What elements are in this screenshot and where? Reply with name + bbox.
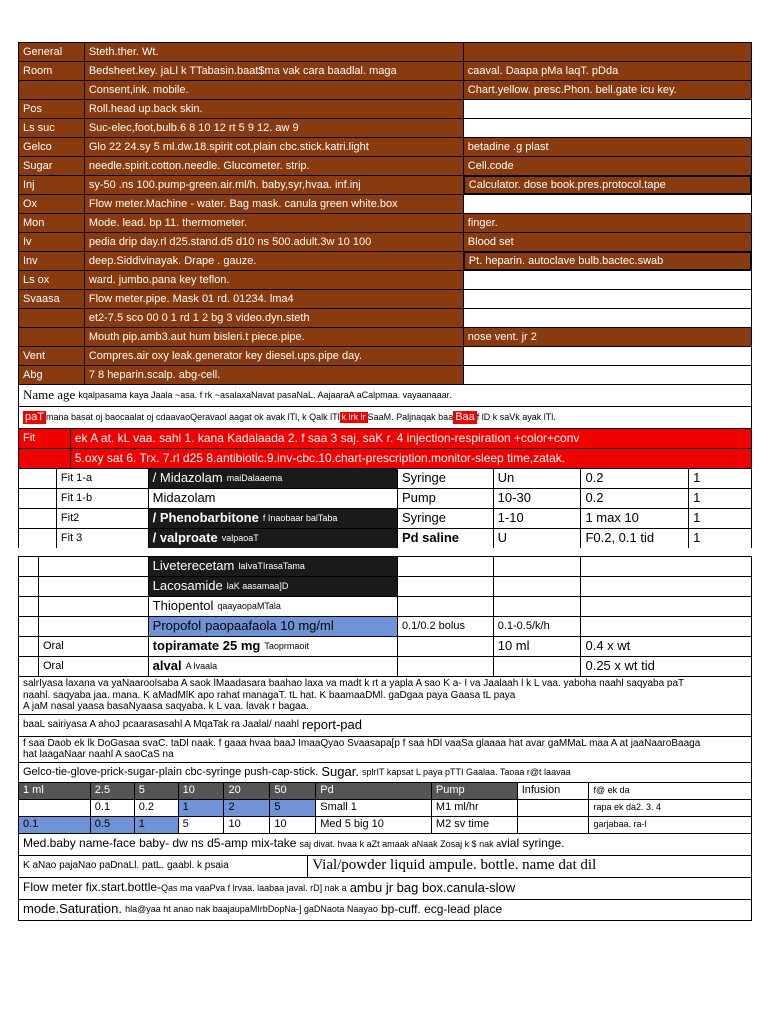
drug2-amount bbox=[581, 617, 751, 636]
checklist-row bbox=[18, 156, 752, 175]
dose-cell: 50 bbox=[270, 783, 316, 799]
pat-text-3: f lD k saVk ayak lTl. bbox=[476, 412, 556, 423]
checklist-items: ward. jumbo.pana key teflon. bbox=[85, 271, 464, 289]
dose-cell: 0.1 bbox=[19, 817, 91, 833]
drug-name: / Midazolam bbox=[152, 470, 223, 486]
para1-line-2: naahl. saqyaba jaa. mana. K aMadMlK apo rahat managaT. tL hat. K baamaaDMl. gaDgaa paya Gaasa tL paya bbox=[23, 689, 516, 701]
baby-text: Med.baby name-face baby- dw ns d5-amp mix-take bbox=[23, 836, 297, 851]
dose-cell: 5 bbox=[270, 800, 316, 816]
checklist-extra: finger. bbox=[464, 214, 751, 232]
mode-small: hla@yaa ht anao nak baajaupaMIrbDopNa-] gaDNaota Naayao bbox=[125, 904, 378, 915]
dose-cell: 10 bbox=[179, 783, 225, 799]
dose-cell: 0.5 bbox=[91, 817, 135, 833]
drug-name-cell bbox=[149, 489, 398, 508]
drug2-note: laIvaTIrasaTama bbox=[238, 561, 305, 572]
checklist-extra: Pt. heparin. autoclave bulb.bactec.swab bbox=[464, 252, 751, 270]
dose-cell: 2 bbox=[224, 800, 270, 816]
report-row bbox=[18, 714, 752, 736]
dose-cell: 10 bbox=[224, 817, 270, 833]
drug2-id bbox=[39, 597, 149, 616]
checklist-row bbox=[18, 118, 752, 137]
checklist-row bbox=[18, 194, 752, 213]
baby-small: saj divat. hvaa k aZt amaak aNaak Zosaj k $ nak a bbox=[299, 838, 502, 849]
drug-count: 1 bbox=[693, 510, 701, 526]
checklist-category: Sugar bbox=[19, 157, 85, 175]
drug-row bbox=[18, 468, 752, 488]
checklist-category: Iv bbox=[19, 233, 85, 251]
checklist-row bbox=[18, 232, 752, 251]
drug2-id bbox=[39, 577, 149, 596]
pat-text-1: mana basat oj baocaalat oj cdaavaoQeravaol aagat ok avak lTl, k Qalk lTl bbox=[45, 412, 340, 423]
dose-cell: rapa ek da2. 3. 4 bbox=[593, 802, 662, 813]
drug2-row bbox=[18, 556, 752, 576]
drug-amount: 0.2 bbox=[581, 469, 689, 488]
gelco-tail: splrIT kapsat L paya pTTI Gaalaa. Taoaa r@t laavaa bbox=[362, 766, 571, 777]
para1-line-1: salrIyasa laxana va yaNaaroolsaba A saok lMaadasara baahao laxa va madt k rt a yapla A sao K a- I va Jaalaah l k L vaa. yaboha naahl saqyaba paT bbox=[23, 678, 685, 689]
drug2-blank bbox=[19, 657, 39, 676]
drug2-dose bbox=[494, 577, 582, 596]
checklist-items: Bedsheet.key. jaLl k TTabasin.baat$ma vak cara baadlal. maga bbox=[85, 62, 464, 80]
checklist-extra: Calculator. dose book.pres.protocol.tape bbox=[464, 176, 751, 194]
checklist-category bbox=[19, 81, 85, 99]
dose-cell: Small 1 bbox=[316, 800, 432, 816]
pat-red-3: Baa bbox=[455, 411, 475, 424]
dose-cell: 10 bbox=[270, 817, 316, 833]
checklist-extra: caaval. Daapa pMa laqT. pDda bbox=[464, 62, 751, 80]
checklist-category: Inv bbox=[19, 252, 85, 270]
drug-row bbox=[18, 528, 752, 548]
checklist-extra bbox=[464, 271, 751, 289]
checklist-extra bbox=[464, 366, 751, 384]
drug2-dose bbox=[494, 557, 582, 576]
checklist-items: Mode. lead. bp 11. thermometer. bbox=[85, 214, 464, 232]
drug-id: Fit2 bbox=[57, 509, 149, 528]
drug2-blank bbox=[19, 617, 39, 636]
checklist-extra bbox=[464, 43, 751, 61]
drug2-amount: 0.25 x wt tid bbox=[585, 658, 655, 674]
checklist-extra bbox=[464, 309, 751, 327]
checklist-extra: Chart.yellow. presc.Phon. bell.gate icu key. bbox=[464, 81, 751, 99]
pat-line-row bbox=[18, 406, 752, 428]
drug2-name: Propofol bbox=[152, 618, 202, 634]
fit-row-1 bbox=[18, 428, 752, 448]
drug-note: f Inaobaar balTaba bbox=[262, 513, 338, 524]
checklist-row bbox=[18, 42, 752, 61]
drug2-name: topiramate 25 mg bbox=[152, 638, 261, 654]
mode-text: mode.Saturation. bbox=[23, 901, 123, 917]
checklist-row bbox=[18, 61, 752, 80]
report-text: baaL sairiyasa A ahoJ pcaarasasahl A MqaTak ra Jaalal/ naahl bbox=[23, 719, 299, 731]
para2-line-1: f saa Daob ek lk DoGasaa svaC. taDl naak. f gaaa hvaa baaJ ImaaQyao Svaasapa[p f saa hDl vaaSa glaaaa hat avar gaMMaL maa A at jaaNaaroBaaga bbox=[23, 737, 701, 749]
procedure-checklist-sheet bbox=[18, 42, 752, 921]
checklist-row bbox=[18, 137, 752, 156]
dose-cell: Infusion bbox=[518, 783, 590, 799]
drug2-route bbox=[398, 557, 494, 576]
mode-tail: bp-cuff. ecg-lead place bbox=[380, 901, 503, 916]
drug2-blank bbox=[19, 637, 39, 656]
vial-tail: Vial/powder liquid ampule. bottle. name dat dil bbox=[312, 857, 597, 874]
drug-amount: 0.2 bbox=[581, 489, 689, 508]
checklist-row bbox=[18, 365, 752, 384]
drug2-name: Thiopentol bbox=[152, 598, 214, 614]
checklist-items: deep.Siddivinayak. Drape . gauze. bbox=[85, 252, 464, 270]
drug-row bbox=[18, 488, 752, 508]
fit-label: Fit bbox=[19, 429, 71, 448]
dose-cell: f@ ek da bbox=[593, 785, 630, 796]
drug2-blank bbox=[19, 557, 39, 576]
checklist-extra bbox=[464, 290, 751, 308]
baby-row bbox=[18, 833, 752, 855]
drug2-dose bbox=[494, 657, 582, 676]
paragraph-2 bbox=[18, 736, 752, 762]
drug2-dose bbox=[494, 597, 582, 616]
drug2-amount: 0.4 x wt bbox=[585, 638, 631, 654]
dose-table bbox=[18, 782, 752, 833]
pat-text-2: SaaM. Paljnaqak baa bbox=[367, 412, 454, 423]
checklist-items: Flow meter.Machine - water. Bag mask. canula green white.box bbox=[85, 195, 464, 213]
drug-name-cell bbox=[149, 509, 398, 528]
checklist-items: Glo 22 24.sy 5 ml.dw.18.spirit cot.plain cbc.stick.katri.light bbox=[85, 138, 464, 156]
drug2-name: Liveterecetam bbox=[152, 558, 235, 574]
seizure-drug-table bbox=[18, 468, 752, 548]
drug2-amount bbox=[581, 577, 751, 596]
flow-row bbox=[18, 877, 752, 899]
drug-row bbox=[18, 508, 752, 528]
drug-id: Fit 1-b bbox=[57, 489, 149, 508]
drug2-id: Oral bbox=[39, 657, 149, 676]
flow-text: Flow meter fix.start.bottle- bbox=[23, 880, 162, 895]
flow-tail: ambu jr bag box.canula-slow bbox=[349, 879, 516, 895]
drug2-name-cell bbox=[149, 597, 398, 616]
checklist-row bbox=[18, 346, 752, 365]
checklist-extra bbox=[464, 100, 751, 118]
drug2-id bbox=[39, 617, 149, 636]
drug2-row bbox=[18, 616, 752, 636]
drug-route: Syringe bbox=[398, 509, 494, 528]
checklist-items: 7 8 heparin.scalp. abg-cell. bbox=[85, 366, 464, 384]
drug2-amount bbox=[581, 597, 751, 616]
drug-dose: 10-30 bbox=[494, 489, 582, 508]
drug2-note: A lvaala bbox=[185, 661, 218, 672]
drug2-name: Lacosamide bbox=[152, 578, 223, 594]
drug-dose: U bbox=[494, 529, 582, 548]
para2-line-2: hat laagaNaar naahl A saoCaS na bbox=[23, 749, 174, 760]
drug-route: Pd saline bbox=[398, 529, 494, 548]
drug2-name-cell bbox=[149, 637, 398, 656]
checklist-row bbox=[18, 270, 752, 289]
checklist-category: Abg bbox=[19, 366, 85, 384]
drug-count: 1 bbox=[693, 530, 701, 546]
equipment-checklist-table bbox=[18, 42, 752, 384]
checklist-extra: betadine .g plast bbox=[464, 138, 751, 156]
drug2-amount bbox=[581, 557, 751, 576]
para1-line-3: A jaM nasal yaasa basaNyaasa saqyaba. k L vaa. lavak r bagaa. bbox=[23, 701, 309, 712]
checklist-items: pedia drip day.rl d25.stand.d5 d10 ns 500.adult.3w 10 100 bbox=[85, 233, 464, 251]
checklist-items: Flow meter.pipe. Mask 01 rd. 01234. lma4 bbox=[85, 290, 464, 308]
checklist-extra bbox=[464, 195, 751, 213]
checklist-category: Mon bbox=[19, 214, 85, 232]
checklist-row bbox=[18, 80, 752, 99]
drug2-blank bbox=[19, 597, 39, 616]
drug2-note: Taoprmaoit bbox=[264, 641, 309, 652]
drug-dose: 1-10 bbox=[494, 509, 582, 528]
checklist-category: Vent bbox=[19, 347, 85, 365]
drug2-route: 0.1/0.2 bolus bbox=[398, 617, 494, 636]
baby-tail: vial syringe. bbox=[501, 836, 565, 851]
checklist-category bbox=[19, 328, 85, 346]
drug-note: valpaoaT bbox=[221, 533, 259, 544]
dose-row bbox=[18, 799, 752, 816]
dose-cell: 0.1 bbox=[91, 800, 135, 816]
checklist-category: Ox bbox=[19, 195, 85, 213]
checklist-row bbox=[18, 99, 752, 118]
checklist-items: Steth.ther. Wt. bbox=[85, 43, 464, 61]
dose-cell: 5 bbox=[179, 817, 225, 833]
drug-count: 1 bbox=[693, 490, 701, 506]
drug-name-cell bbox=[149, 529, 398, 548]
checklist-items: needle.spirit.cotton.needle. Glucometer. strip. bbox=[85, 157, 464, 175]
drug-name: Midazolam bbox=[152, 490, 216, 506]
dose-row bbox=[18, 782, 752, 799]
report-tail: report-pad bbox=[301, 716, 362, 732]
checklist-category: Ls ox bbox=[19, 271, 85, 289]
drug2-note: paopaafaola 10 mg/ml bbox=[205, 618, 334, 634]
drug-route: Pump bbox=[398, 489, 494, 508]
drug-name: / Phenobarbitone bbox=[152, 510, 259, 526]
dose-cell bbox=[518, 817, 590, 833]
drug2-name: alval bbox=[152, 658, 182, 674]
dose-cell: garjabaa. ra-l bbox=[593, 819, 647, 830]
drug2-note: laK aasamaa]D bbox=[226, 581, 289, 592]
dose-cell: 0.2 bbox=[135, 800, 179, 816]
checklist-extra: nose vent. jr 2 bbox=[464, 328, 751, 346]
drug2-name-cell bbox=[149, 557, 398, 576]
checklist-category: Room bbox=[19, 62, 85, 80]
checklist-category: Pos bbox=[19, 100, 85, 118]
fit-line-1: ek A at. kL vaa. sahl 1. kana Kadalaada 2. f saa 3 saj. saK r. 4 injection-respiration +color+conv bbox=[74, 430, 580, 445]
checklist-items: Compres.air oxy leak.generator key diesel.ups.pipe day. bbox=[85, 347, 464, 365]
drug-id: Fit 3 bbox=[57, 529, 149, 548]
name-age-label: Name age bbox=[23, 387, 76, 403]
drug-route: Syringe bbox=[398, 469, 494, 488]
checklist-category: General bbox=[19, 43, 85, 61]
checklist-row bbox=[18, 327, 752, 346]
drug2-row bbox=[18, 636, 752, 656]
seizure-drug-table-2 bbox=[18, 556, 752, 676]
drug-count: 1 bbox=[693, 470, 701, 486]
drug2-route bbox=[398, 597, 494, 616]
name-age-row bbox=[18, 384, 752, 406]
dose-cell bbox=[518, 800, 590, 816]
checklist-category: Ls suc bbox=[19, 119, 85, 137]
dose-cell: 20 bbox=[224, 783, 270, 799]
checklist-category: Inj bbox=[19, 176, 85, 194]
checklist-items: Consent,ink. mobile. bbox=[85, 81, 464, 99]
fit-row-2 bbox=[18, 448, 752, 468]
checklist-items: Roll.head up.back skin. bbox=[85, 100, 464, 118]
drug2-name-cell bbox=[149, 577, 398, 596]
checklist-extra bbox=[464, 347, 751, 365]
drug2-dose: 0.1-0.5/k/h bbox=[494, 617, 582, 636]
dose-cell: 1 bbox=[135, 817, 179, 833]
dose-row bbox=[18, 816, 752, 833]
drug2-row bbox=[18, 576, 752, 596]
dose-cell: M2 sv time bbox=[432, 817, 518, 833]
name-age-text: kqalpasama kaya Jaala ~asa. f rk ~asalaxaNavat pasaNaL. AajaaraA aCalpmaa. vayaanaaar. bbox=[78, 390, 452, 401]
checklist-extra bbox=[464, 119, 751, 137]
dose-cell: 5 bbox=[135, 783, 179, 799]
vial-text: K aNao pajaNao paDnaLl. patL. gaabl. k psaia bbox=[19, 856, 308, 877]
checklist-row bbox=[18, 175, 752, 194]
drug-note: maiDalaaema bbox=[226, 473, 283, 484]
pat-red-2: k lrk lr bbox=[341, 412, 366, 423]
dose-cell: Pd bbox=[316, 783, 432, 799]
drug-blank bbox=[19, 469, 57, 488]
drug2-name-cell bbox=[149, 617, 398, 636]
drug2-id: Oral bbox=[39, 637, 149, 656]
drug2-name-cell bbox=[149, 657, 398, 676]
flow-small: Qas ma vaaPva f lrvaa. laabaa javal. rD] nak a bbox=[161, 882, 347, 893]
drug2-dose: 10 ml bbox=[494, 637, 582, 656]
drug-blank bbox=[19, 509, 57, 528]
drug2-route bbox=[398, 657, 494, 676]
drug-id: Fit 1-a bbox=[57, 469, 149, 488]
dose-cell bbox=[19, 800, 91, 816]
fit-line-2: 5.oxy sat 6. Trx. 7.rl d25 8.antibiotic.9.inv-cbc.10.chart-prescription.monitor-sleep time,zatak. bbox=[74, 450, 566, 465]
checklist-items: Suc-elec,foot,bulb.6 8 10 12 rt 5 9 12. aw 9 bbox=[85, 119, 464, 137]
checklist-items: et2-7.5 sco 00 0 1 rd 1 2 bg 3 video.dyn.steth bbox=[85, 309, 464, 327]
mode-row bbox=[18, 899, 752, 921]
checklist-row bbox=[18, 213, 752, 232]
checklist-row bbox=[18, 251, 752, 270]
checklist-category: Svaasa bbox=[19, 290, 85, 308]
drug2-row bbox=[18, 656, 752, 676]
checklist-items: sy-50 .ns 100.pump-green.air.ml/h. baby,syr,hvaa. inf.inj bbox=[85, 176, 464, 194]
drug2-blank bbox=[19, 577, 39, 596]
gelco-sugar: Sugar. bbox=[321, 763, 359, 779]
drug-blank bbox=[19, 489, 57, 508]
drug-blank bbox=[19, 529, 57, 548]
dose-cell: 1 bbox=[179, 800, 225, 816]
gelco-text: Gelco-tie-glove-prick-sugar-plain cbc-syringe push-cap-stick. bbox=[23, 765, 319, 778]
drug-name-cell bbox=[149, 469, 398, 488]
drug2-route bbox=[398, 637, 494, 656]
checklist-extra: Blood set bbox=[464, 233, 751, 251]
drug-amount: 1 max 10 bbox=[581, 509, 689, 528]
checklist-row bbox=[18, 289, 752, 308]
drug-dose: Un bbox=[494, 469, 582, 488]
dose-cell: 2.5 bbox=[91, 783, 135, 799]
vial-row bbox=[18, 855, 752, 877]
drug-amount: F0.2, 0.1 tid bbox=[581, 529, 689, 548]
drug2-note: qaayaopaMTala bbox=[217, 601, 281, 612]
drug2-route bbox=[398, 577, 494, 596]
dose-cell: 1 ml bbox=[19, 783, 91, 799]
checklist-extra: Cell.code bbox=[464, 157, 751, 175]
dose-cell: Med 5 big 10 bbox=[316, 817, 432, 833]
paragraph-1 bbox=[18, 676, 752, 714]
checklist-row bbox=[18, 308, 752, 327]
drug2-id bbox=[39, 557, 149, 576]
checklist-category bbox=[19, 309, 85, 327]
checklist-category: Gelco bbox=[19, 138, 85, 156]
dose-cell: M1 ml/hr bbox=[432, 800, 518, 816]
gelco-row bbox=[18, 762, 752, 782]
checklist-items: Mouth pip.amb3.aut hum bisleri.t piece.pipe. bbox=[85, 328, 464, 346]
drug-name: / valproate bbox=[152, 530, 218, 546]
pat-red-1: paT bbox=[25, 411, 44, 424]
drug2-row bbox=[18, 596, 752, 616]
dose-cell: Pump bbox=[432, 783, 518, 799]
